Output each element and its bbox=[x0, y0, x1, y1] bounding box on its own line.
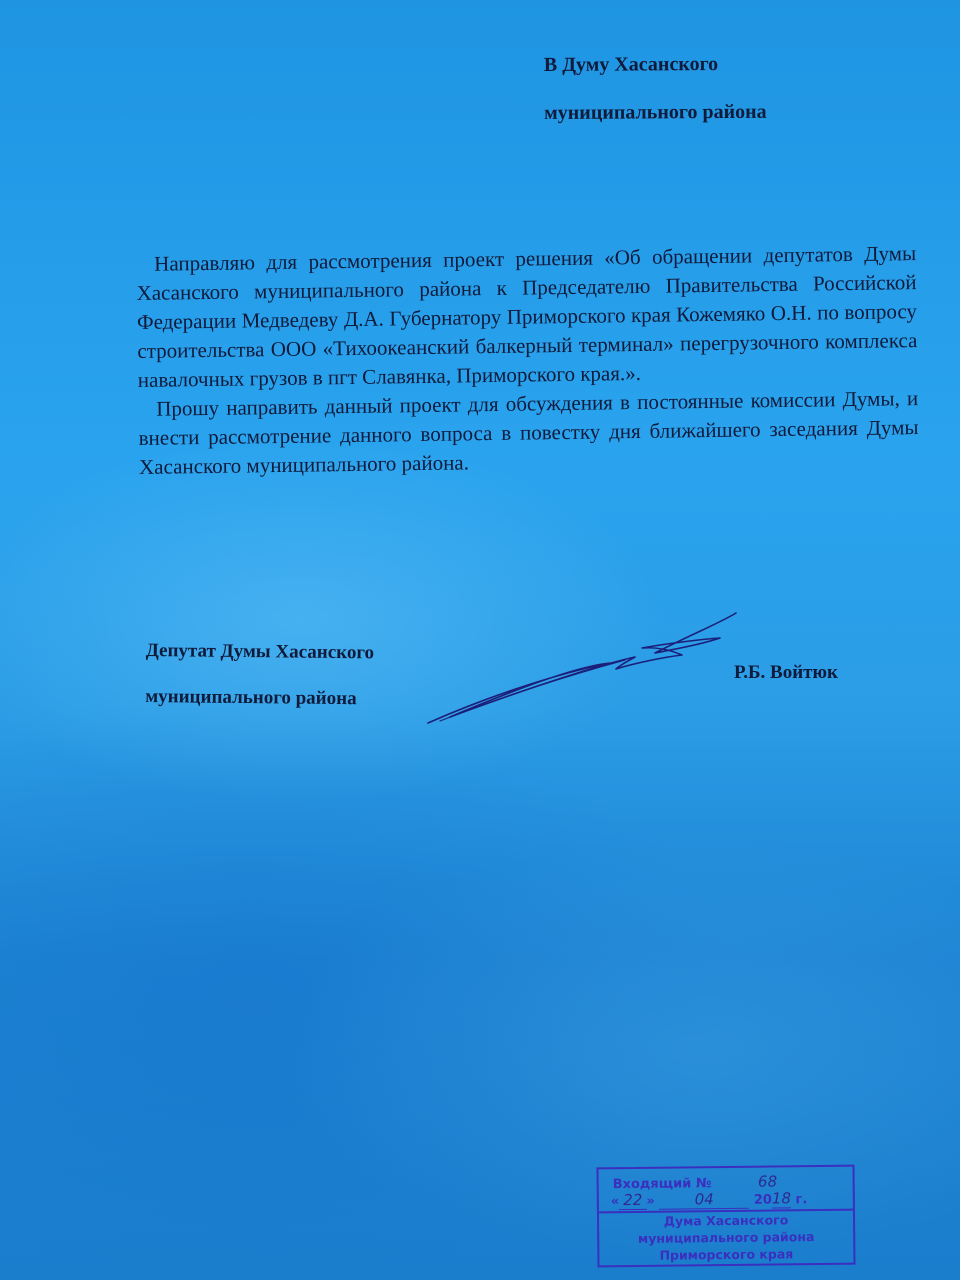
stamp-year-prefix: 20 bbox=[753, 1192, 772, 1208]
handwritten-signature bbox=[420, 605, 750, 735]
signatory-position bbox=[145, 628, 374, 722]
position-line-1: Депутат Думы Хасанского bbox=[145, 639, 375, 664]
stamp-open-quote: « bbox=[610, 1194, 620, 1210]
stamp-year-suffix: 18 bbox=[771, 1189, 792, 1208]
stamp-org-line-2: муниципального района bbox=[637, 1229, 815, 1246]
signatory-name: Р.Б. Войтюк bbox=[734, 662, 838, 683]
stamp-close-quote: » bbox=[646, 1193, 655, 1209]
stamp-date-row bbox=[611, 1189, 808, 1210]
stamp-day: 22 bbox=[619, 1191, 646, 1210]
addressee-line-1: В Думу Хасанского bbox=[543, 53, 719, 76]
addressee-line-2: муниципального района bbox=[544, 100, 767, 124]
stamp-incoming-label: Входящий № bbox=[612, 1176, 712, 1193]
body-paragraph-1: Направляю для рассмотрения проект решения «Об обращении депутатов Думы Хасанского муниципального района к Председателю Правительства Российской Федерации Медведеву Д.А. Губернатору Приморского края Кожемяко О.Н. по вопросу строительства ООО «Тихоокеанский балкерный терминал» перегрузочного комплекса навалочных грузов в пгт Славянка, Приморского края.». bbox=[136, 241, 918, 392]
stamp-month: 04 bbox=[659, 1190, 749, 1210]
letter-body bbox=[136, 239, 919, 482]
stamp-organization bbox=[599, 1211, 854, 1265]
addressee-block bbox=[544, 39, 904, 137]
position-line-2: муниципального района bbox=[145, 685, 357, 710]
stamp-year-unit: г. bbox=[795, 1192, 808, 1208]
body-paragraph-2: Прошу направить данный проект для обсуждения в постоянные комиссии Думы, и внести рассмотрение данного вопроса в повестку дня ближайшего заседания Думы Хасанского муниципального района. bbox=[138, 386, 919, 479]
stamp-org-line-3: Приморского края bbox=[659, 1246, 794, 1263]
stamp-org-line-1: Дума Хасанского bbox=[663, 1212, 789, 1229]
stamp-incoming-number: 68 bbox=[757, 1172, 778, 1191]
incoming-stamp bbox=[596, 1165, 855, 1268]
